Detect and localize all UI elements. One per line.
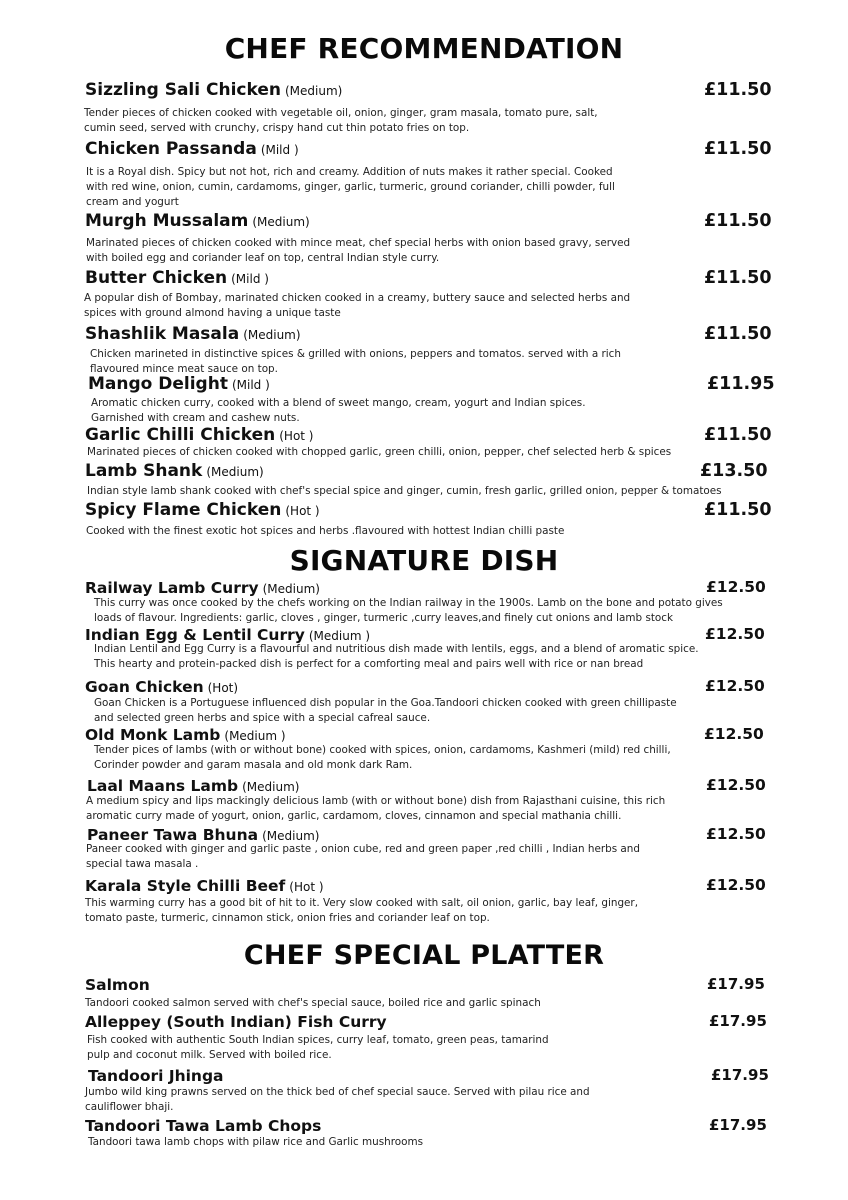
item-heat: (Mild ): [231, 272, 269, 286]
item-heat: (Medium ): [308, 629, 371, 643]
item-description: Aromatic chicken curry, cooked with a blend of sweet mango, cream, yogurt and Indian spices. Garnished with cream and cashew nuts.: [91, 397, 586, 424]
item-name: Tandoori Jhinga: [88, 1067, 224, 1085]
item-name-line: [85, 500, 320, 520]
section-title-chef-recommendation: CHEF RECOMMENDATION: [224, 32, 624, 65]
item-heat: (Medium): [242, 780, 300, 794]
item-price: £17.95: [709, 1116, 767, 1134]
item-description: Tender pices of lambs (with or without bone) cooked with spices, onion, cardamoms, Kashmeri (mild) red chilli, Corinder powder and garam masala and old monk dark Ram.: [94, 744, 671, 771]
section-title-chef-special-platter: CHEF SPECIAL PLATTER: [243, 940, 605, 971]
item-name: Goan Chicken: [85, 678, 204, 696]
item-description: Cooked with the finest exotic hot spices and herbs .flavoured with hottest Indian chilli paste: [86, 525, 565, 537]
item-price: £12.50: [705, 625, 765, 643]
item-price: £17.95: [709, 1012, 767, 1030]
item-description: Goan Chicken is a Portuguese influenced dish popular in the Goa.Tandoori chicken cooked with green chillipaste and selected green herbs and spice with a special cafreal sauce.: [94, 697, 677, 724]
item-description: This curry was once cooked by the chefs working on the Indian railway in the 1900s. Lamb on the bone and potato gives loads of flavour. Ingredients: garlic, cloves , ginger, turmeric ,curry leaves,and finely cut onions and lamb stock: [94, 597, 723, 624]
section-title-signature-dish: SIGNATURE DISH: [289, 544, 559, 577]
item-name: Paneer Tawa Bhuna: [87, 826, 259, 844]
item-price: £11.50: [704, 211, 772, 231]
item-name-line: [85, 425, 313, 445]
item-name: Alleppey (South Indian) Fish Curry: [85, 1013, 387, 1031]
item-heat: (Medium): [243, 328, 301, 342]
item-name: Shashlik Masala: [85, 324, 240, 344]
item-name-line: [85, 80, 342, 100]
item-description: Paneer cooked with ginger and garlic paste , onion cube, red and green paper ,red chilli , Indian herbs and special tawa masala .: [86, 843, 640, 870]
item-name: Karala Style Chilli Beef: [85, 877, 286, 895]
item-price: £12.50: [704, 725, 764, 743]
item-description: A popular dish of Bombay, marinated chicken cooked in a creamy, buttery sauce and selected herbs and spices with ground almond having a unique taste: [84, 292, 631, 319]
item-name: Garlic Chilli Chicken: [85, 425, 276, 445]
item-price: £11.50: [704, 425, 772, 445]
item-name: Railway Lamb Curry: [85, 579, 259, 597]
item-price: £12.50: [706, 578, 766, 596]
item-name: Chicken Passanda: [85, 139, 257, 159]
item-name: Butter Chicken: [85, 268, 228, 288]
item-name: Laal Maans Lamb: [87, 777, 239, 795]
item-price: £11.50: [704, 80, 772, 100]
item-name-line: [85, 268, 269, 288]
item-price: £12.50: [706, 876, 766, 894]
item-name-line: [88, 1066, 224, 1085]
item-name: Sizzling Sali Chicken: [85, 80, 281, 100]
item-description: Indian Lentil and Egg Curry is a flavourful and nutritious dish made with lentils, eggs, and a blend of aromatic spice. This hearty and protein-packed dish is perfect for a comforting meal and pairs well with rice or nan bread: [94, 643, 699, 670]
item-price: £12.50: [706, 825, 766, 843]
item-heat: (Hot ): [289, 880, 324, 894]
item-name-line: [85, 1116, 321, 1135]
item-description: Tender pieces of chicken cooked with vegetable oil, onion, ginger, gram masala, tomato pure, salt, cumin seed, served with crunchy, crispy hand cut thin potato fries on top.: [84, 107, 598, 134]
item-description: Marinated pieces of chicken cooked with chopped garlic, green chilli, onion, pepper, chef selected herb & spices: [87, 446, 672, 458]
item-price: £11.50: [704, 324, 772, 344]
item-name-line: [88, 374, 270, 394]
item-description: Jumbo wild king prawns served on the thick bed of chef special sauce. Served with pilau rice and cauliflower bhaji.: [85, 1086, 590, 1113]
item-name-line: [85, 211, 310, 231]
item-name: Indian Egg & Lentil Curry: [85, 626, 305, 644]
item-price: £11.50: [704, 500, 772, 520]
item-price: £11.50: [704, 268, 772, 288]
item-heat: (Medium): [262, 582, 320, 596]
item-name-line: [85, 677, 238, 696]
item-name-line: [85, 876, 324, 895]
item-price: £12.50: [705, 677, 765, 695]
item-description: Chicken marineted in distinctive spices & grilled with onions, peppers and tomatos. served with a rich flavoured mince meat sauce on top.: [90, 348, 621, 375]
item-name-line: [87, 776, 299, 795]
item-heat: (Medium): [252, 215, 310, 229]
item-price: £11.95: [707, 374, 775, 394]
item-name: Mango Delight: [88, 374, 228, 394]
item-name: Tandoori Tawa Lamb Chops: [85, 1117, 322, 1135]
item-name-line: [85, 725, 286, 744]
item-description: Tandoori cooked salmon served with chef's special sauce, boiled rice and garlic spinach: [85, 997, 541, 1009]
item-price: £12.50: [706, 776, 766, 794]
item-name: Old Monk Lamb: [85, 726, 221, 744]
item-description: Marinated pieces of chicken cooked with mince meat, chef special herbs with onion based gravy, served with boiled egg and coriander leaf on top, central Indian style curry.: [86, 237, 631, 264]
item-price: £17.95: [707, 975, 765, 993]
item-name-line: [85, 324, 301, 344]
item-heat: (Hot ): [279, 429, 314, 443]
item-description: It is a Royal dish. Spicy but not hot, rich and creamy. Addition of nuts makes it rather special. Cooked with red wine, onion, cumin, cardamoms, ginger, garlic, turmeric, ground coriander, chilli powder, full cream and yogurt: [86, 166, 615, 208]
item-price: £17.95: [711, 1066, 769, 1084]
item-name-line: [85, 578, 320, 597]
item-heat: (Mild ): [231, 378, 270, 392]
item-name: Salmon: [85, 976, 150, 994]
item-name-line: [85, 461, 264, 481]
item-heat: (Hot ): [285, 504, 320, 518]
item-heat: (Mild ): [260, 143, 299, 157]
item-description: Indian style lamb shank cooked with chef's special spice and ginger, cumin, fresh garlic, grilled onion, pepper & tomatoes: [87, 485, 722, 497]
item-price: £13.50: [700, 461, 768, 481]
item-description: This warming curry has a good bit of hit to it. Very slow cooked with salt, oil onion, garlic, bay leaf, ginger, tomato paste, turmeric, cinnamon stick, onion fries and coriander leaf on top.: [85, 897, 639, 924]
item-description: Fish cooked with authentic South Indian spices, curry leaf, tomato, green peas, tamarind pulp and coconut milk. Served with boiled rice.: [87, 1034, 549, 1061]
item-name: Murgh Mussalam: [85, 211, 249, 231]
item-name: Lamb Shank: [85, 461, 203, 481]
item-heat: (Hot): [207, 681, 239, 695]
item-heat: (Medium): [206, 465, 264, 479]
item-name-line: [85, 139, 299, 159]
item-price: £11.50: [704, 139, 772, 159]
item-name: Spicy Flame Chicken: [85, 500, 282, 520]
item-name-line: [85, 975, 150, 994]
item-heat: (Medium): [262, 829, 320, 843]
item-description: A medium spicy and lips mackingly delicious lamb (with or without bone) dish from Rajasthani cuisine, this rich aromatic curry made of yogurt, onion, garlic, cardamom, cloves, cinnamon and special mathania chilli.: [86, 795, 666, 822]
item-name-line: [85, 1012, 387, 1031]
item-heat: (Medium): [284, 84, 343, 98]
item-description: Tandoori tawa lamb chops with pilaw rice and Garlic mushrooms: [88, 1136, 423, 1148]
item-heat: (Medium ): [224, 729, 286, 743]
